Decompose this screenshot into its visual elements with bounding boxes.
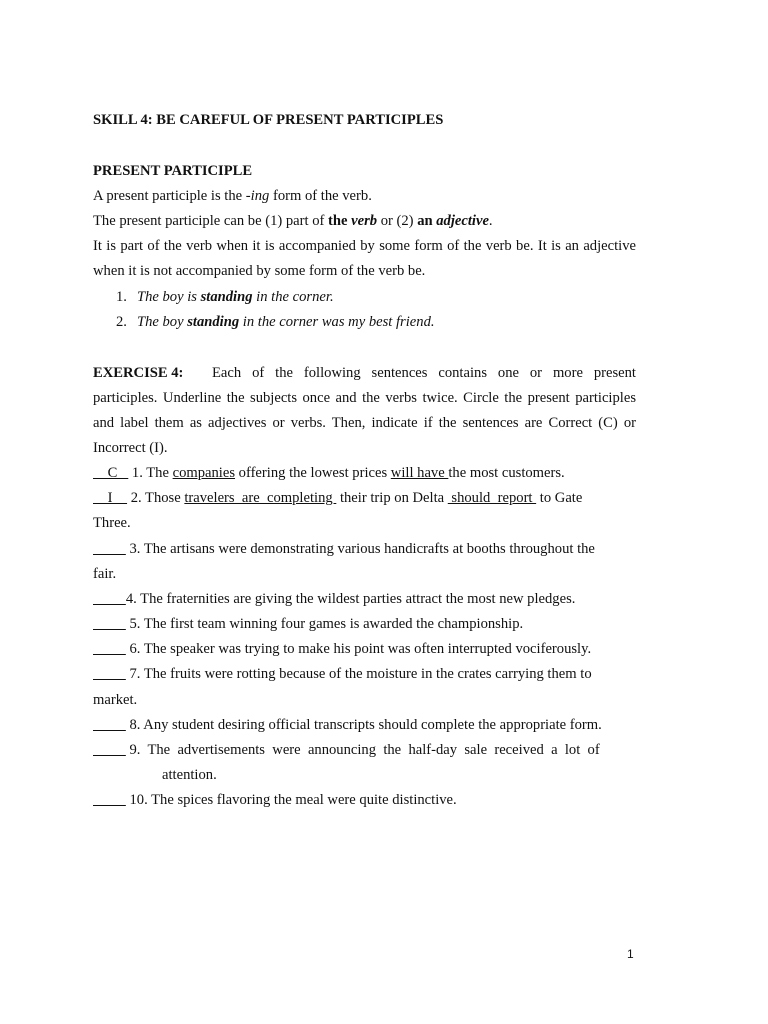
- exercise-label: EXERCISE 4:: [93, 365, 184, 381]
- answer-blank[interactable]: [93, 640, 126, 658]
- item-1: [93, 464, 565, 482]
- answer-blank[interactable]: [93, 741, 126, 759]
- example-text: in the corner.: [252, 289, 334, 305]
- item-4: [93, 590, 575, 608]
- section-heading: PRESENT PARTICIPLE: [93, 163, 253, 179]
- item-text: 5. The first team winning four games is awarded the championship.: [125, 616, 524, 632]
- item-text: 10. The spices flavoring the meal were quite distinctive.: [125, 792, 457, 808]
- answer-blank[interactable]: [93, 665, 126, 683]
- item-text: 3. The artisans were demonstrating various handicrafts at booths throughout the: [125, 541, 595, 557]
- item-text: 6. The speaker was trying to make his point was often interrupted vociferously.: [125, 641, 592, 657]
- item-subject: companies: [172, 465, 236, 481]
- example-2: [116, 313, 435, 331]
- example-participle: standing: [187, 314, 240, 330]
- exercise-line-1-text: Each of the following sentences contains one or more present: [212, 365, 636, 381]
- item-9-continued: attention.: [162, 767, 217, 783]
- item-verb: will have: [390, 465, 449, 481]
- intro-verb: verb: [351, 213, 378, 229]
- intro-an: an: [417, 213, 437, 229]
- answer-blank[interactable]: [93, 716, 126, 734]
- item-2-continued: Three.: [93, 515, 131, 531]
- item-2: [93, 489, 636, 507]
- item-10: [93, 791, 457, 809]
- example-number: 1.: [116, 289, 127, 305]
- item-text: the most customers.: [448, 465, 565, 481]
- item-text: 7. The fruits were rotting because of the moisture in the crates carrying them to: [125, 666, 592, 682]
- intro-text: or (2): [377, 213, 418, 229]
- item-text: offering the lowest prices: [235, 465, 391, 481]
- intro-text: The present participle can be (1) part of: [93, 213, 329, 229]
- answer-blank[interactable]: C: [93, 465, 129, 481]
- intro-text: A present participle is the -: [93, 188, 251, 204]
- item-verb: should report: [447, 490, 537, 506]
- item-text: to Gate: [536, 490, 583, 506]
- item-underlined: travelers are completing: [184, 490, 337, 506]
- item-8: [93, 716, 602, 734]
- item-6: [93, 640, 591, 658]
- exercise-line-2: participles. Underline the subjects once and the verbs twice. Circle the present participles: [93, 390, 636, 406]
- example-text: The boy is: [136, 289, 201, 305]
- item-text: 1. The: [128, 465, 173, 481]
- answer-blank[interactable]: [93, 590, 126, 608]
- example-participle: standing: [200, 289, 253, 305]
- intro-text: form of the verb.: [269, 188, 372, 204]
- exercise-line-1: [93, 364, 183, 382]
- item-text: 8. Any student desiring official transcripts should complete the appropriate form.: [125, 717, 602, 733]
- page-number: 1: [627, 947, 634, 961]
- page-title: SKILL 4: BE CAREFUL OF PRESENT PARTICIPLES: [93, 112, 444, 128]
- exercise-line-3: and label them as adjectives or verbs. Then, indicate if the sentences are Correct (C) or: [93, 415, 636, 431]
- item-text: their trip on Delta: [336, 490, 448, 506]
- intro-the: the: [328, 213, 352, 229]
- intro-line-4: when it is not accompanied by some form of the verb be.: [93, 263, 426, 279]
- intro-ing: ing: [250, 188, 270, 204]
- item-text: 9. The advertisements were announcing the half-day sale received a lot of: [125, 742, 600, 758]
- answer-blank[interactable]: [93, 540, 126, 558]
- intro-line-1: [93, 187, 372, 205]
- example-text: The boy: [136, 314, 188, 330]
- item-text: 4. The fraternities are giving the wildest parties attract the most new pledges.: [125, 591, 576, 607]
- item-9: [93, 741, 636, 759]
- answer-blank[interactable]: [93, 791, 126, 809]
- intro-text: .: [488, 213, 493, 229]
- item-7: [93, 665, 592, 683]
- intro-line-3: It is part of the verb when it is accompanied by some form of the verb be. It is an adjective: [93, 238, 636, 254]
- example-number: 2.: [116, 314, 127, 330]
- item-3-continued: fair.: [93, 566, 117, 582]
- example-text: in the corner was my best friend.: [239, 314, 435, 330]
- answer-blank[interactable]: I: [93, 490, 128, 506]
- item-text: 2. Those: [127, 490, 185, 506]
- intro-line-2: [93, 212, 493, 230]
- exercise-line-4: Incorrect (I).: [93, 440, 168, 456]
- item-3: [93, 540, 595, 558]
- example-1: [116, 288, 334, 306]
- intro-adjective: adjective: [436, 213, 489, 229]
- item-5: [93, 615, 523, 633]
- answer-blank[interactable]: [93, 615, 126, 633]
- item-7-continued: market.: [93, 692, 138, 708]
